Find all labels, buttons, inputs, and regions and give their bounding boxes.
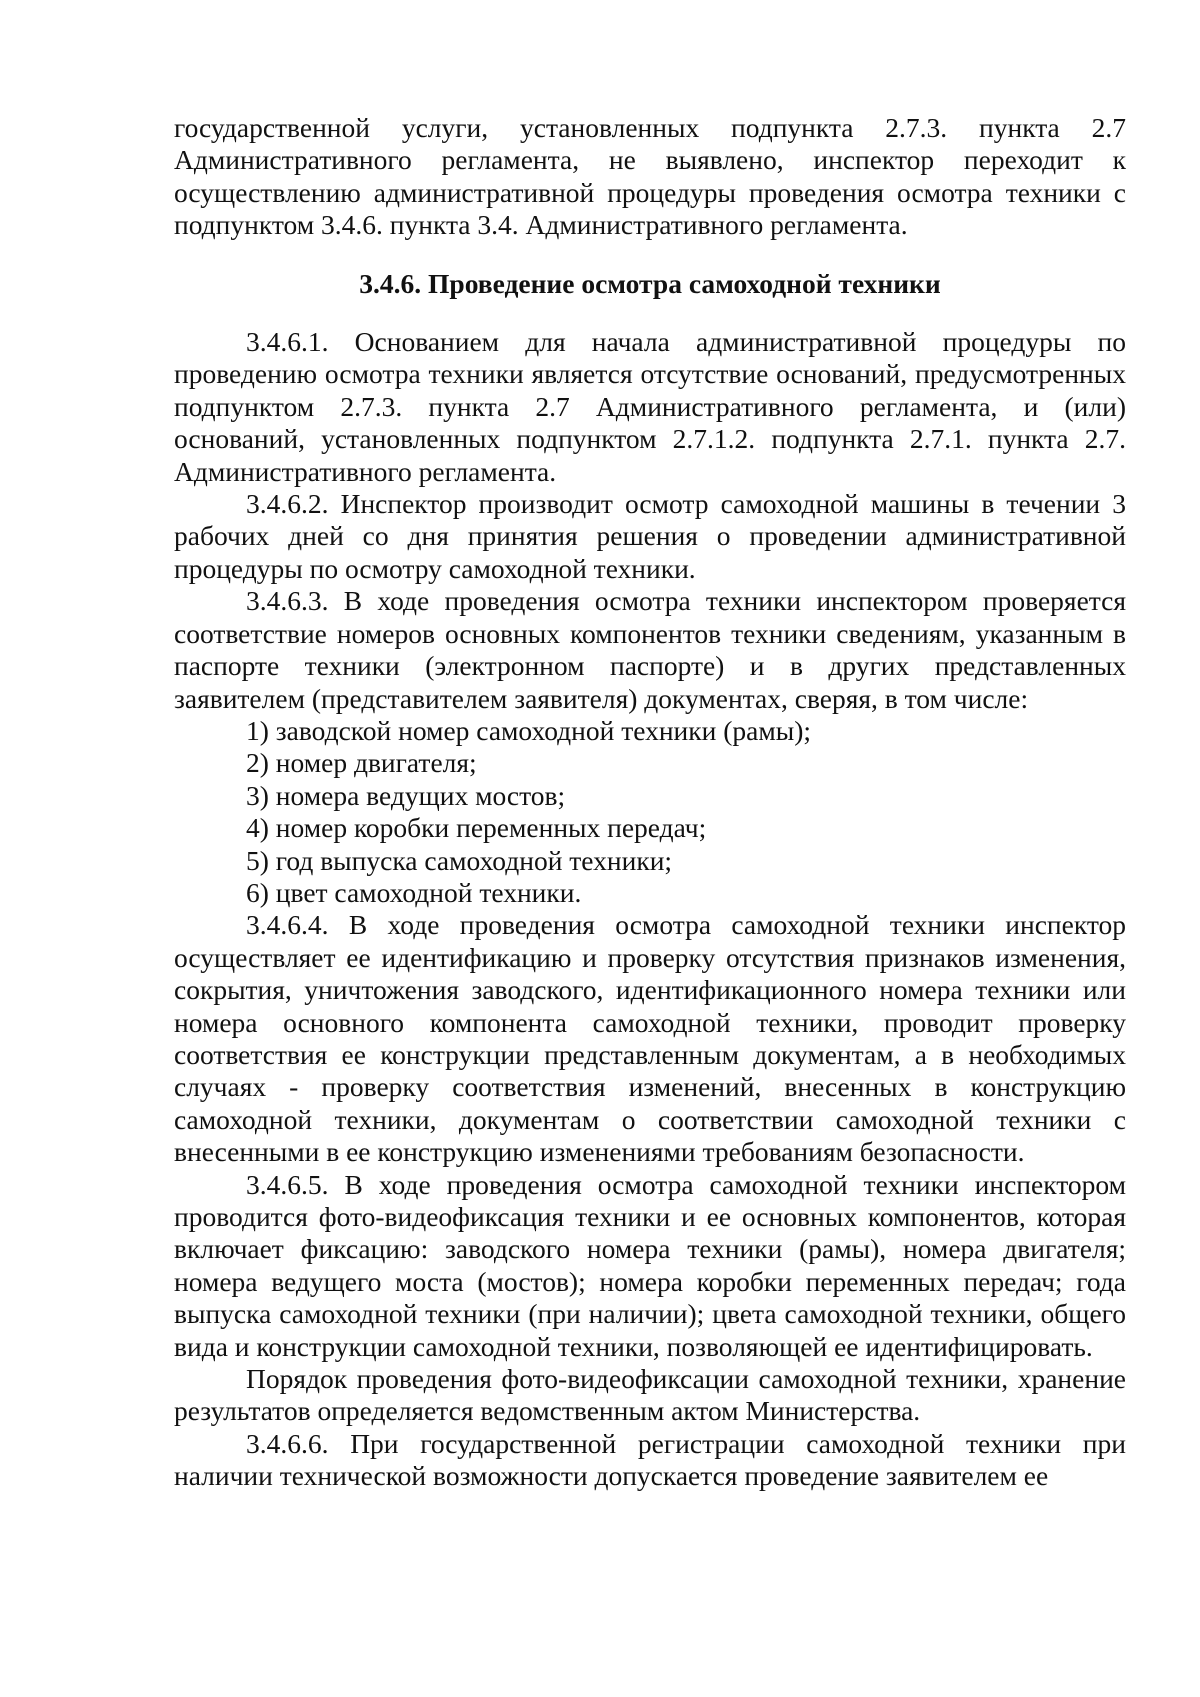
list-item: 6) цвет самоходной техники. [246, 876, 582, 908]
paragraph-3-4-6-1: 3.4.6.1. Основанием для начала административной процедуры по проведению осмотра техники является отсутствие оснований, предусмотренных подпунктом 2.7.3. пункта 2.7 Административного регламента, и (или) оснований, установленных подпунктом 2.7.1.2. подпункта 2.7.1. пункта 2.7. Административного регламента. [174, 326, 1126, 487]
checklist [174, 715, 1126, 909]
section-heading: 3.4.6. Проведение осмотра самоходной техники [359, 267, 941, 299]
list-item: 1) заводской номер самоходной техники (рамы); [246, 714, 811, 746]
intro-paragraph: государственной услуги, установленных подпункта 2.7.3. пункта 2.7 Административного регламента, не выявлено, инспектор переходит к осуществлению административной процедуры проведения осмотра техники с подпунктом 3.4.6. пункта 3.4. Административного регламента. [174, 112, 1126, 241]
list-item: 5) год выпуска самоходной техники; [246, 844, 673, 876]
paragraph-3-4-6-5: 3.4.6.5. В ходе проведения осмотра самоходной техники инспектором проводится фото-видеофиксация техники и ее основных компонентов, которая включает фиксацию: заводского номера техники (рамы), номера двигателя; номера ведущего моста (мостов); номера коробки переменных передач; года выпуска самоходной техники (при наличии); цвета самоходной техники, общего вида и конструкции самоходной техники, позволяющей ее идентифицировать. [174, 1168, 1126, 1362]
paragraph-3-4-6-4: 3.4.6.4. В ходе проведения осмотра самоходной техники инспектор осуществляет ее идентификацию и проверку отсутствия признаков изменения, сокрытия, уничтожения заводского, идентификационного номера техники или номера основного компонента самоходной техники, проводит проверку соответствия ее конструкции представленным документам, а в необходимых случаях - проверку соответствия изменений, внесенных в конструкцию самоходной техники, документам о соответствии самоходной техники с внесенными в ее конструкцию изменениями требованиям безопасности. [174, 909, 1126, 1168]
paragraph-3-4-6-2: 3.4.6.2. Инспектор производит осмотр самоходной машины в течении 3 рабочих дней со дня принятия решения о проведении административной процедуры по осмотру самоходной техники. [174, 488, 1126, 584]
paragraph-3-4-6-6: 3.4.6.6. При государственной регистрации самоходной техники при наличии технической возможности допускается проведение заявителем ее [174, 1427, 1126, 1492]
paragraph-3-4-6-3: 3.4.6.3. В ходе проведения осмотра техники инспектором проверяется соответствие номеров основных компонентов техники сведениям, указанным в паспорте техники (электронном паспорте) и в других представленных заявителем (представителем заявителя) документах, сверяя, в том числе: [174, 585, 1126, 714]
list-item: 3) номера ведущих мостов; [246, 779, 566, 811]
document-page [174, 112, 1126, 1493]
paragraph-procedure-order: Порядок проведения фото-видеофиксации самоходной техники, хранение результатов определяется ведомственным актом Министерства. [174, 1363, 1126, 1427]
list-item: 4) номер коробки переменных передач; [246, 812, 707, 844]
list-item: 2) номер двигателя; [246, 747, 477, 779]
